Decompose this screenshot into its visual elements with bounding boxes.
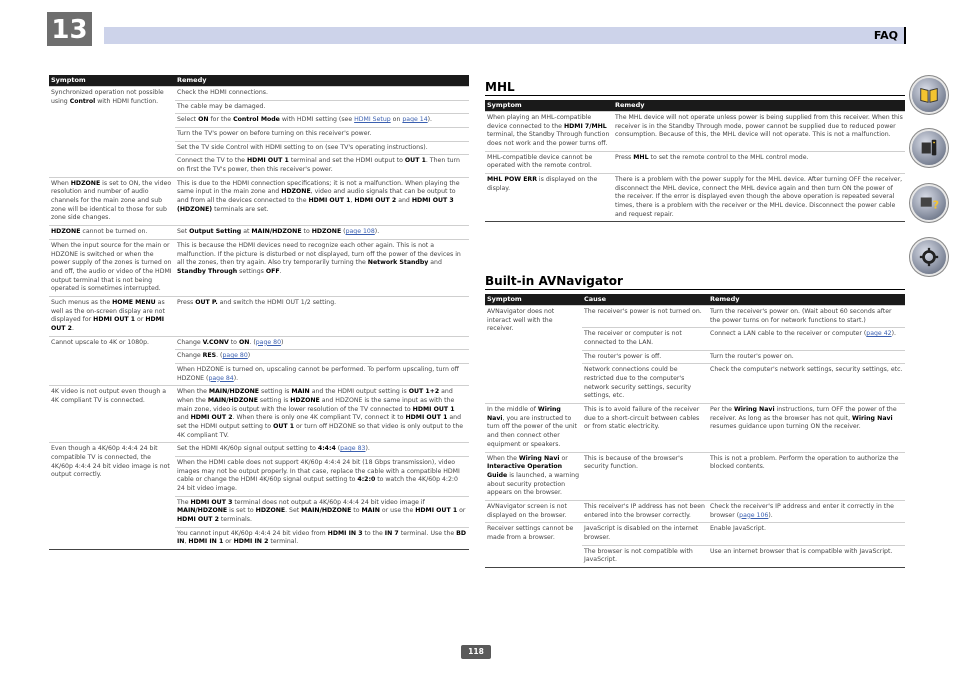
symptom-cell: MHL POW ERR is displayed on the display. [485, 174, 613, 222]
remedy-cell: Turn the router's power on. [708, 350, 905, 364]
symptom-cell: Cannot upscale to 4K or 1080p. [49, 336, 175, 386]
remedy-cell: The cable may be damaged. [175, 100, 469, 114]
table-row [49, 239, 469, 296]
table-row [49, 177, 469, 225]
avnavigator-table [485, 294, 905, 568]
symptom-cell: MHL-compatible device cannot be operated with the remote control. [485, 151, 613, 173]
symptom-cell: 4K video is not output even though a 4K compliant TV is connected. [49, 386, 175, 443]
table-row [485, 151, 905, 173]
symptom-cell: When the input source for the main or HDZONE is switched or when the power supply of the zones is turned on and off, the audio or video of the HDMI output terminal that is not being operated is sometimes interrupted. [49, 239, 175, 296]
page-number: 118 [461, 645, 491, 659]
symptom-cell: In the middle of Wiring Navi, you are instructed to turn off the power of the unit and then connect other equipment or speakers. [485, 404, 582, 452]
remedy-cell: Connect the TV to the HDMI OUT 1 terminal and set the HDMI output to OUT 1. Then turn on first the TV's power, then this receiver's power. [175, 155, 469, 177]
remote-icon[interactable] [912, 131, 946, 165]
header-divider [904, 27, 906, 44]
remedy-cell: Set the TV side Control with HDMI setting to on (see TV's operating instructions). [175, 141, 469, 155]
remedy-cell: When HDZONE is turned on, upscaling cannot be performed. To perform upscaling, turn off HDZONE (page 84). [175, 363, 469, 385]
mhl-section-title: MHL [485, 80, 515, 94]
remedy-cell: The MHL device will not operate unless power is being supplied from this receiver. When this receiver is in the Standby Through mode, power cannot be supplied due to reduced power consumption. Because of this, the MHL device will not operate. This is not a malfunction. [613, 112, 905, 152]
book-icon[interactable] [912, 78, 946, 112]
symptom-cell: Receiver settings cannot be made from a browser. [485, 523, 582, 568]
symptom-cell: AVNavigator screen is not displayed on the browser. [485, 500, 582, 522]
remedy-cell: Press MHL to set the remote control to the MHL control mode. [613, 151, 905, 173]
col-symptom: Symptom [485, 100, 613, 112]
svg-text:?: ? [932, 198, 940, 212]
page-link[interactable]: page 80 [255, 338, 282, 346]
cause-cell: The receiver or computer is not connected to the LAN. [582, 328, 708, 350]
remedy-cell: The HDMI OUT 3 terminal does not output a 4K/60p 4:4:4 24 bit video image if MAIN/HDZONE is set to HDZONE. Set MAIN/HDZONE to MAIN or use the HDMI OUT 1 or HDMI OUT 2 terminals. [175, 496, 469, 527]
page-link[interactable]: page 83 [340, 445, 366, 453]
cause-cell: JavaScript is disabled on the internet browser. [582, 523, 708, 545]
table-row [49, 226, 469, 240]
table-row [485, 452, 905, 500]
col-remedy: Remedy [175, 75, 469, 87]
table-row [485, 523, 905, 545]
remedy-cell: Connect a LAN cable to the receiver or computer (page 42). [708, 328, 905, 350]
col-remedy: Remedy [708, 294, 905, 306]
table-row [49, 386, 469, 443]
remedy-cell: Check the receiver's IP address and enter it correctly in the browser (page 106). [708, 500, 905, 522]
symptom-cell: HDZONE cannot be turned on. [49, 226, 175, 240]
remedy-cell: Set Output Setting at MAIN/HDZONE to HDZONE (page 108). [175, 226, 469, 240]
mhl-table [485, 100, 905, 222]
section-rule [485, 95, 905, 96]
col-symptom: Symptom [49, 75, 175, 87]
remedy-cell: Turn the receiver's power on. (Wait about 60 seconds after the power turns on for network functions to start.) [708, 306, 905, 328]
table-row [485, 112, 905, 152]
remedy-cell: When the HDMI cable does not support 4K/60p 4:4:4 24 bit (18 Gbps transmission), video images may not be output properly. In that case, replace the cable with a compatible HDMI cable or change the HDMI 4K/60p signal output setting to 4:2:0 to watch the 4K/60p 4:2:0 24 bit video image. [175, 456, 469, 496]
page-link[interactable]: page 108 [345, 228, 375, 236]
remedy-cell: Turn the TV's power on before turning on this receiver's power. [175, 128, 469, 142]
cause-cell: The browser is not compatible with JavaScript. [582, 545, 708, 567]
remedy-cell: Press OUT P. and switch the HDMI OUT 1/2 setting. [175, 296, 469, 336]
page-link[interactable]: page 84 [208, 374, 234, 382]
table-row [485, 174, 905, 222]
table-row [485, 306, 905, 328]
page-link[interactable]: page 80 [222, 352, 248, 360]
remedy-cell: When the MAIN/HDZONE setting is MAIN and the HDMI output setting is OUT 1+2 and when the MAIN/HDZONE setting is HDZONE and HDZONE is the same input as with the main zone, video is output with the lower resolution of the TV connected to HDMI OUT 1 and HDMI OUT 2. When there is only one 4K compliant TV, connect it to HDMI OUT 1 and set the HDMI output setting to OUT 1 or turn off HDZONE so that video is only output to the 4K compliant TV. [175, 386, 469, 443]
page-link[interactable]: page 42 [866, 330, 892, 338]
table-row [485, 404, 905, 452]
page-link[interactable]: page 106 [739, 511, 769, 519]
cause-cell: The receiver's power is not turned on. [582, 306, 708, 328]
tools-icon[interactable] [912, 186, 946, 220]
remedy-cell: You cannot input 4K/60p 4:4:4 24 bit video from HDMI IN 3 to the IN 7 terminal. Use the BD IN, HDMI IN 1 or HDMI IN 2 terminal. [175, 527, 469, 549]
col-remedy: Remedy [613, 100, 905, 112]
settings-icon[interactable] [912, 240, 946, 274]
remedy-cell: Select ON for the Control Mode with HDMI setting (see HDMI Setup on page 14). [175, 114, 469, 128]
remedy-cell: Use an internet browser that is compatible with JavaScript. [708, 545, 905, 567]
section-rule [485, 289, 905, 290]
table-row [49, 336, 469, 350]
avnavigator-section-title: Built-in AVNavigator [485, 274, 623, 288]
remedy-cell: Change V.CONV to ON. (page 80) [175, 336, 469, 350]
col-symptom: Symptom [485, 294, 582, 306]
table-row [485, 500, 905, 522]
remedy-cell: This is not a problem. Perform the operation to authorize the blocked contents. [708, 452, 905, 500]
hdmi-setup-link[interactable]: HDMI Setup [354, 116, 391, 124]
hdmi-faq-table [49, 75, 469, 550]
cause-cell: This receiver's IP address has not been entered into the browser correctly. [582, 500, 708, 522]
symptom-cell: AVNavigator does not interact well with the receiver. [485, 306, 582, 404]
cause-cell: The router's power is off. [582, 350, 708, 364]
symptom-cell: Even though a 4K/60p 4:4:4 24 bit compatible TV is connected, the 4K/60p 4:4:4 24 bit video image is not output correctly. [49, 443, 175, 550]
header-bar [104, 27, 904, 44]
cause-cell: Network connections could be restricted due to the computer's network security settings, security settings, etc. [582, 364, 708, 404]
remedy-cell: Check the computer's network settings, security settings, etc. [708, 364, 905, 404]
symptom-cell: Such menus as the HOME MENU as well as the on-screen display are not displayed for HDMI OUT 1 or HDMI OUT 2. [49, 296, 175, 336]
remedy-cell: Enable JavaScript. [708, 523, 905, 545]
remedy-cell: Set the HDMI 4K/60p signal output setting to 4:4:4 (page 83). [175, 443, 469, 457]
cause-cell: This is to avoid failure of the receiver due to a short-circuit between cables or from static electricity. [582, 404, 708, 452]
table-row [49, 443, 469, 457]
symptom-cell: When playing an MHL-compatible device connected to the HDMI 7/MHL terminal, the Standby Through function does not work and the power turns off. [485, 112, 613, 152]
symptom-cell: Synchronized operation not possible using Control with HDMI function. [49, 87, 175, 178]
chapter-number: 13 [47, 12, 92, 46]
remedy-cell: This is due to the HDMI connection specifications; it is not a malfunction. When playing the same input in the main zone and HDZONE, video and audio signals that can be output to and from all the devices connected to the HDMI OUT 1, HDMI OUT 2 and HDMI OUT 3 (HDZONE) terminals are set. [175, 177, 469, 225]
symptom-cell: When HDZONE is set to ON, the video resolution and number of audio channels for the main zone and sub zone will be identical to those for sub zone side changes. [49, 177, 175, 225]
symptom-cell: When the Wiring Navi or Interactive Operation Guide is launched, a warning about security protection appears on the browser. [485, 452, 582, 500]
table-row [49, 296, 469, 336]
col-cause: Cause [582, 294, 708, 306]
page-link[interactable]: page 14 [402, 116, 428, 124]
remedy-cell: Per the Wiring Navi instructions, turn OFF the power of the receiver. As long as the browser has not quit, Wiring Navi resumes guidance upon turning ON the receiver. [708, 404, 905, 452]
cause-cell: This is because of the browser's security function. [582, 452, 708, 500]
remedy-cell: Check the HDMI connections. [175, 87, 469, 101]
remedy-cell: There is a problem with the power supply for the MHL device. After turning OFF the receiver, disconnect the MHL device, connect the MHL device again and then turn ON the power of the receiver. If the error is displayed even though the above operation is repeated several times, there is a problem with the receiver or the MHL device. Disconnect the power cable and request repair. [613, 174, 905, 222]
table-row [49, 87, 469, 101]
page-title: FAQ [873, 29, 898, 42]
remedy-cell: Change RES. (page 80) [175, 350, 469, 364]
remedy-cell: This is because the HDMI devices need to recognize each other again. This is not a malfunction. If the picture is disturbed or not displayed, turn off the power of the devices in all the zones, then try again. Also try temporarily turning the Network Standby and Standby Through settings OFF. [175, 239, 469, 296]
